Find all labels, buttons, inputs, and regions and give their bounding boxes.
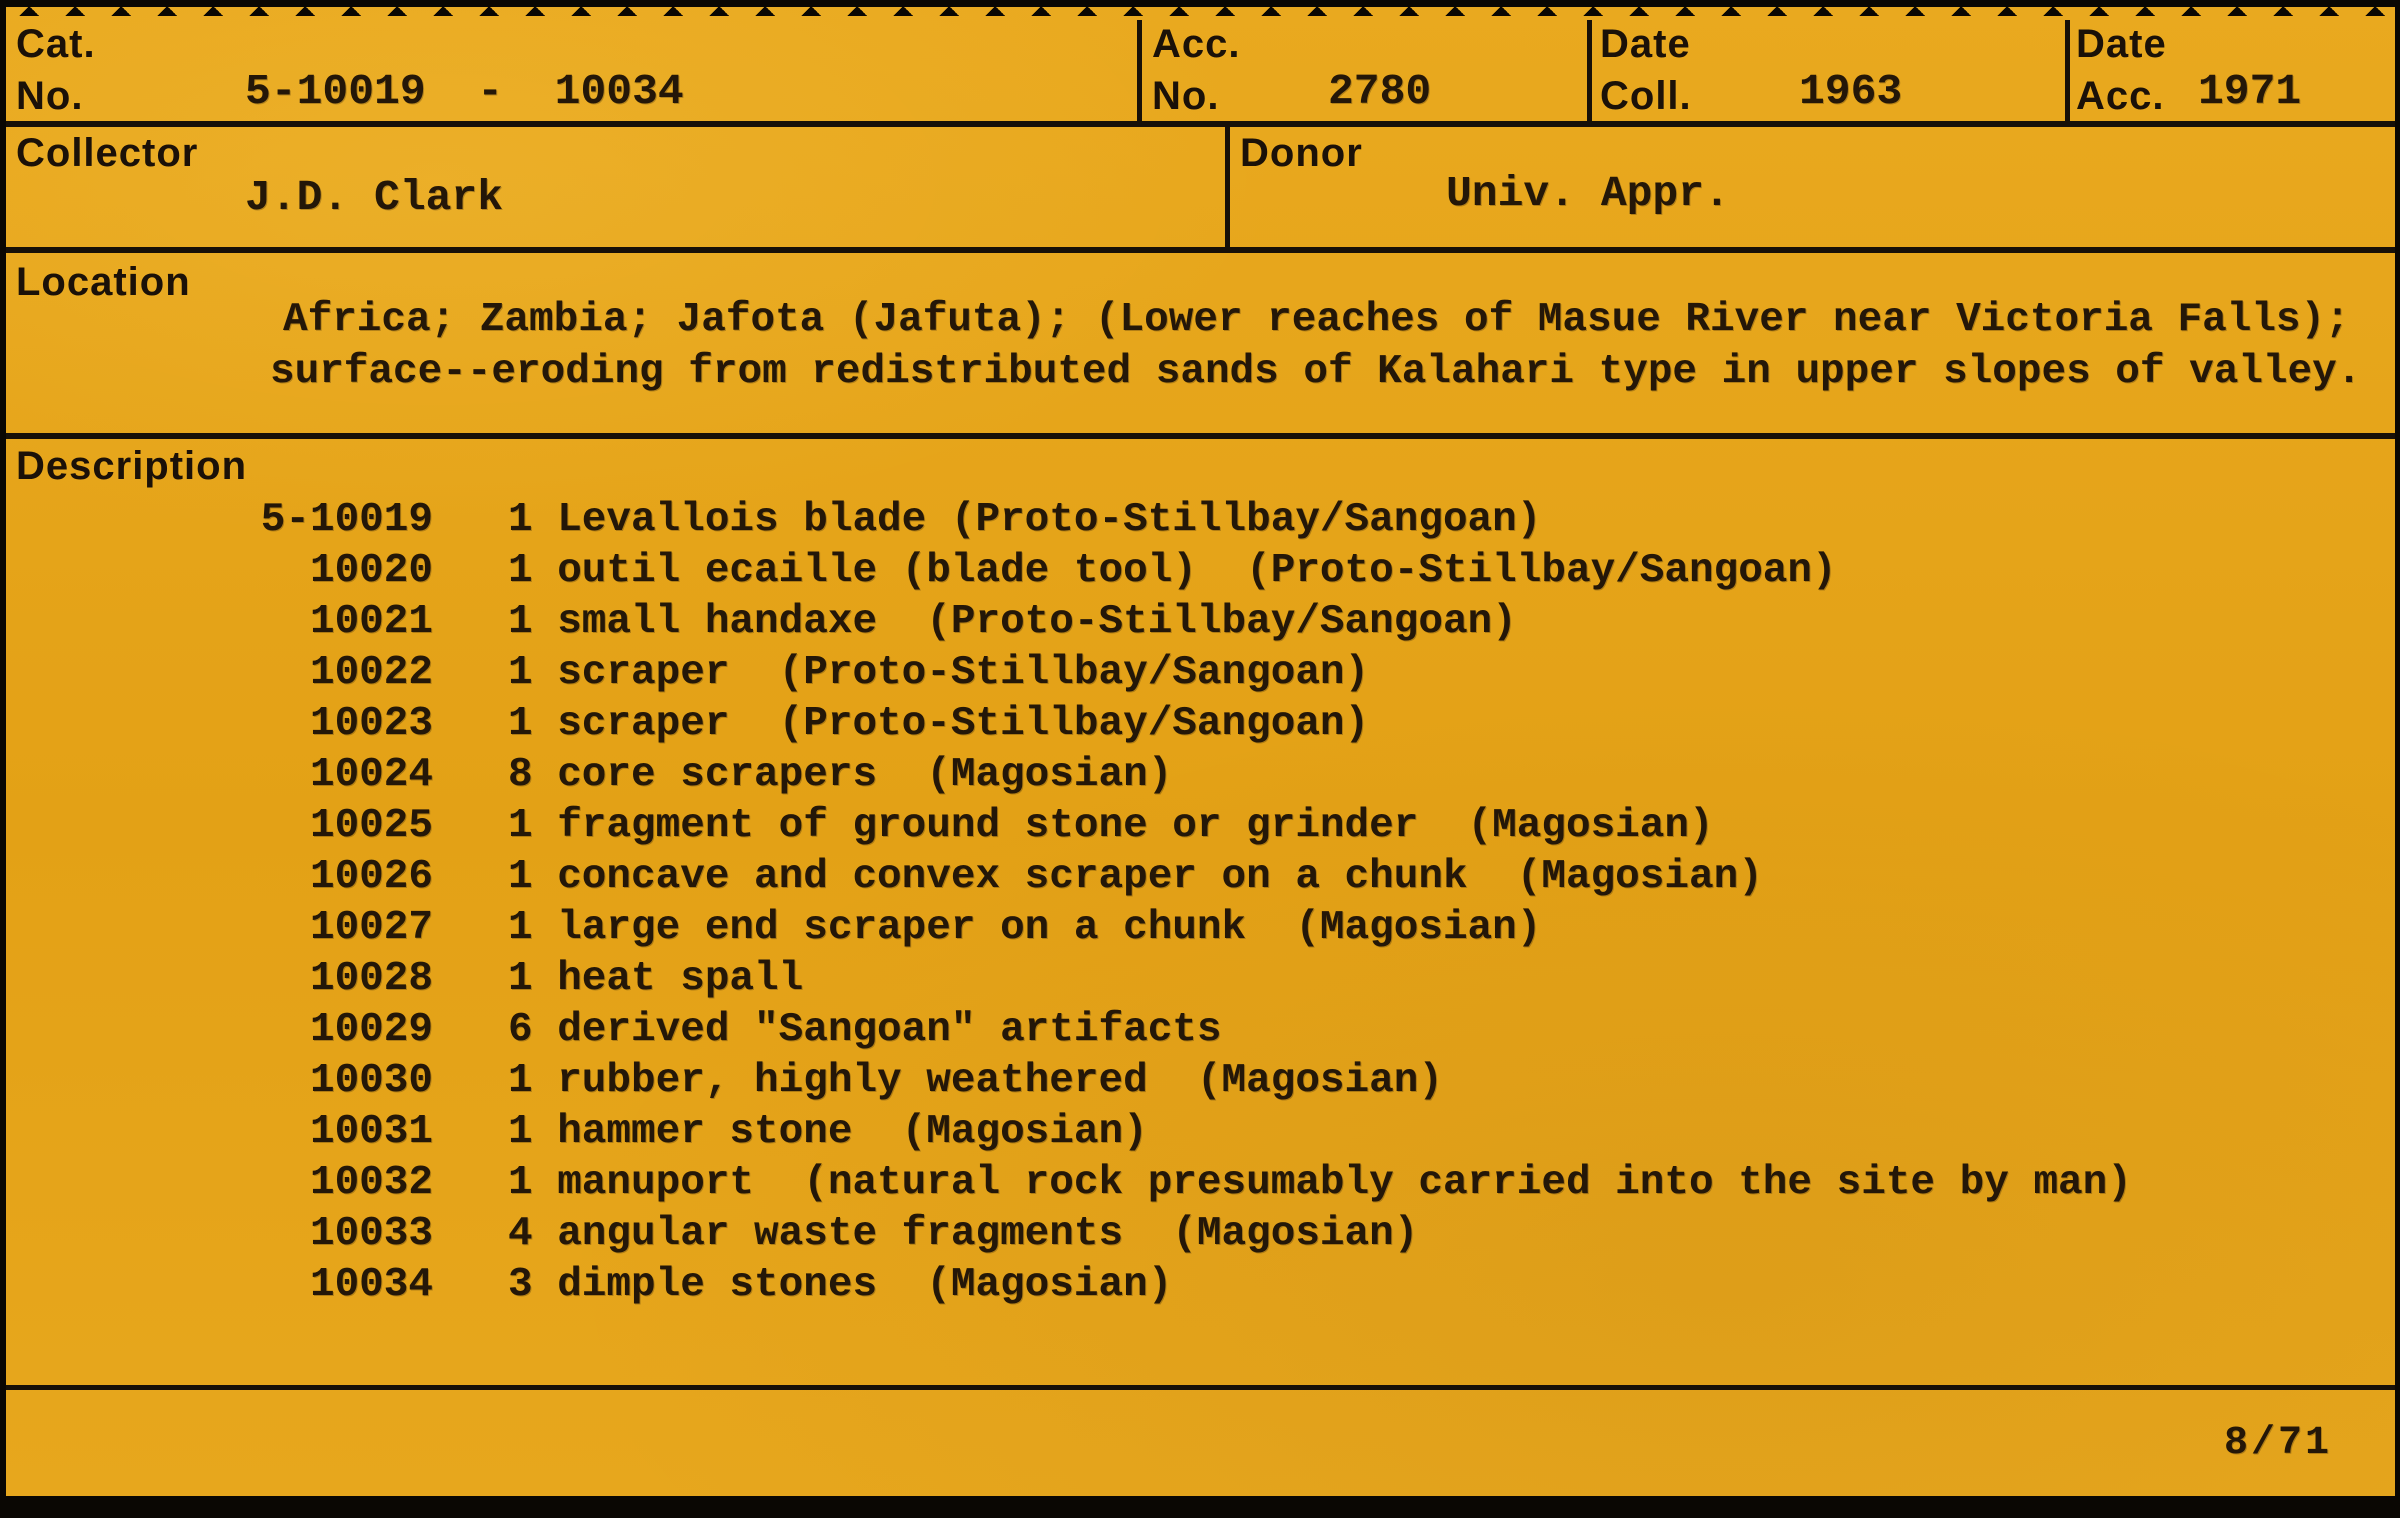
- item-text: 1 rubber, highly weathered (Magosian): [508, 1058, 1443, 1104]
- item-catalog-number: 10021: [309, 599, 433, 645]
- donor-label: Donor: [1240, 131, 1363, 175]
- description-item: [6, 1160, 2395, 1214]
- date-acc-label-line1: Date: [2076, 22, 2167, 66]
- item-text: 1 heat spall: [508, 956, 804, 1002]
- item-text: 1 fragment of ground stone or grinder (Magosian): [508, 803, 1714, 849]
- item-text: 1 hammer stone (Magosian): [508, 1109, 1148, 1155]
- item-catalog-number: 10030: [309, 1058, 433, 1104]
- item-catalog-number: 10022: [309, 650, 433, 696]
- item-text: 6 derived "Sangoan" artifacts: [508, 1007, 1222, 1053]
- item-catalog-number: 10027: [309, 905, 433, 951]
- cat-no-value: 5-10019 - 10034: [245, 67, 684, 116]
- description-item: [6, 701, 2395, 755]
- description-item-list: [6, 497, 2395, 1316]
- item-catalog-number: 10033: [309, 1211, 433, 1257]
- description-item: [6, 1109, 2395, 1163]
- item-catalog-number: 10025: [309, 803, 433, 849]
- item-catalog-number: 10020: [309, 548, 433, 594]
- date-coll-value: 1963: [1799, 67, 1903, 116]
- description-item: [6, 1007, 2395, 1061]
- item-catalog-number: 5-10019: [260, 497, 433, 543]
- header-row-divider: [6, 121, 2395, 127]
- description-item: [6, 599, 2395, 653]
- item-text: 1 large end scraper on a chunk (Magosian): [508, 905, 1542, 951]
- description-item: [6, 1058, 2395, 1112]
- description-item: [6, 497, 2395, 551]
- description-item: [6, 905, 2395, 959]
- description-item: [6, 956, 2395, 1010]
- date-acc-label-line2: Acc.: [2076, 74, 2165, 118]
- description-item: [6, 548, 2395, 602]
- item-text: 4 angular waste fragments (Magosian): [508, 1211, 1419, 1257]
- description-item: [6, 803, 2395, 857]
- item-catalog-number: 10031: [309, 1109, 433, 1155]
- item-text: 1 scraper (Proto-Stillbay/Sangoan): [508, 650, 1370, 696]
- card-print-stamp: 8/71: [2224, 1421, 2333, 1466]
- cat-no-label-line1: Cat.: [16, 22, 96, 66]
- item-catalog-number: 10029: [309, 1007, 433, 1053]
- item-catalog-number: 10032: [309, 1160, 433, 1206]
- location-label: Location: [16, 260, 191, 304]
- item-text: 1 small handaxe (Proto-Stillbay/Sangoan): [508, 599, 1517, 645]
- item-text: 3 dimple stones (Magosian): [508, 1262, 1173, 1308]
- cat-acc-divider: [1137, 20, 1142, 124]
- datecoll-dateacc-divider: [2065, 20, 2070, 124]
- description-label: Description: [16, 444, 248, 488]
- collector-row-divider: [6, 247, 2395, 253]
- description-item: [6, 854, 2395, 908]
- collector-value: J.D. Clark: [245, 173, 504, 222]
- acc-no-label-line2: No.: [1152, 74, 1220, 118]
- date-acc-value: 1971: [2198, 67, 2302, 116]
- location-line1: Africa; Zambia; Jafota (Jafuta); (Lower reaches of Masue River near Victoria Falls);: [283, 297, 2350, 343]
- acc-no-value: 2780: [1328, 67, 1432, 116]
- item-catalog-number: 10028: [309, 956, 433, 1002]
- catalog-card: [6, 0, 2395, 1496]
- cat-no-label-line2: No.: [16, 74, 84, 118]
- location-line2: surface--eroding from redistributed sands of Kalahari type in upper slopes of valley.: [270, 349, 2362, 395]
- donor-value: Univ. Appr.: [1446, 169, 1730, 218]
- item-text: 1 Levallois blade (Proto-Stillbay/Sangoan): [508, 497, 1542, 543]
- item-text: 1 manuport (natural rock presumably carried into the site by man): [508, 1160, 2132, 1206]
- item-catalog-number: 10024: [309, 752, 433, 798]
- acc-datecoll-divider: [1587, 20, 1592, 124]
- location-row-divider: [6, 433, 2395, 439]
- description-bottom-rule: [6, 1385, 2395, 1390]
- item-text: 1 scraper (Proto-Stillbay/Sangoan): [508, 701, 1370, 747]
- card-top-edge: [6, 0, 2395, 16]
- item-text: 1 concave and convex scraper on a chunk (Magosian): [508, 854, 1763, 900]
- date-coll-label-line1: Date: [1600, 22, 1691, 66]
- description-item: [6, 1211, 2395, 1265]
- item-text: 8 core scrapers (Magosian): [508, 752, 1173, 798]
- item-catalog-number: 10034: [309, 1262, 433, 1308]
- collector-donor-divider: [1225, 124, 1230, 250]
- description-item: [6, 1262, 2395, 1316]
- acc-no-label-line1: Acc.: [1152, 22, 1241, 66]
- item-text: 1 outil ecaille (blade tool) (Proto-Stillbay/Sangoan): [508, 548, 1837, 594]
- date-coll-label-line2: Coll.: [1600, 74, 1692, 118]
- collector-label: Collector: [16, 131, 199, 175]
- item-catalog-number: 10023: [309, 701, 433, 747]
- description-item: [6, 650, 2395, 704]
- item-catalog-number: 10026: [309, 854, 433, 900]
- description-item: [6, 752, 2395, 806]
